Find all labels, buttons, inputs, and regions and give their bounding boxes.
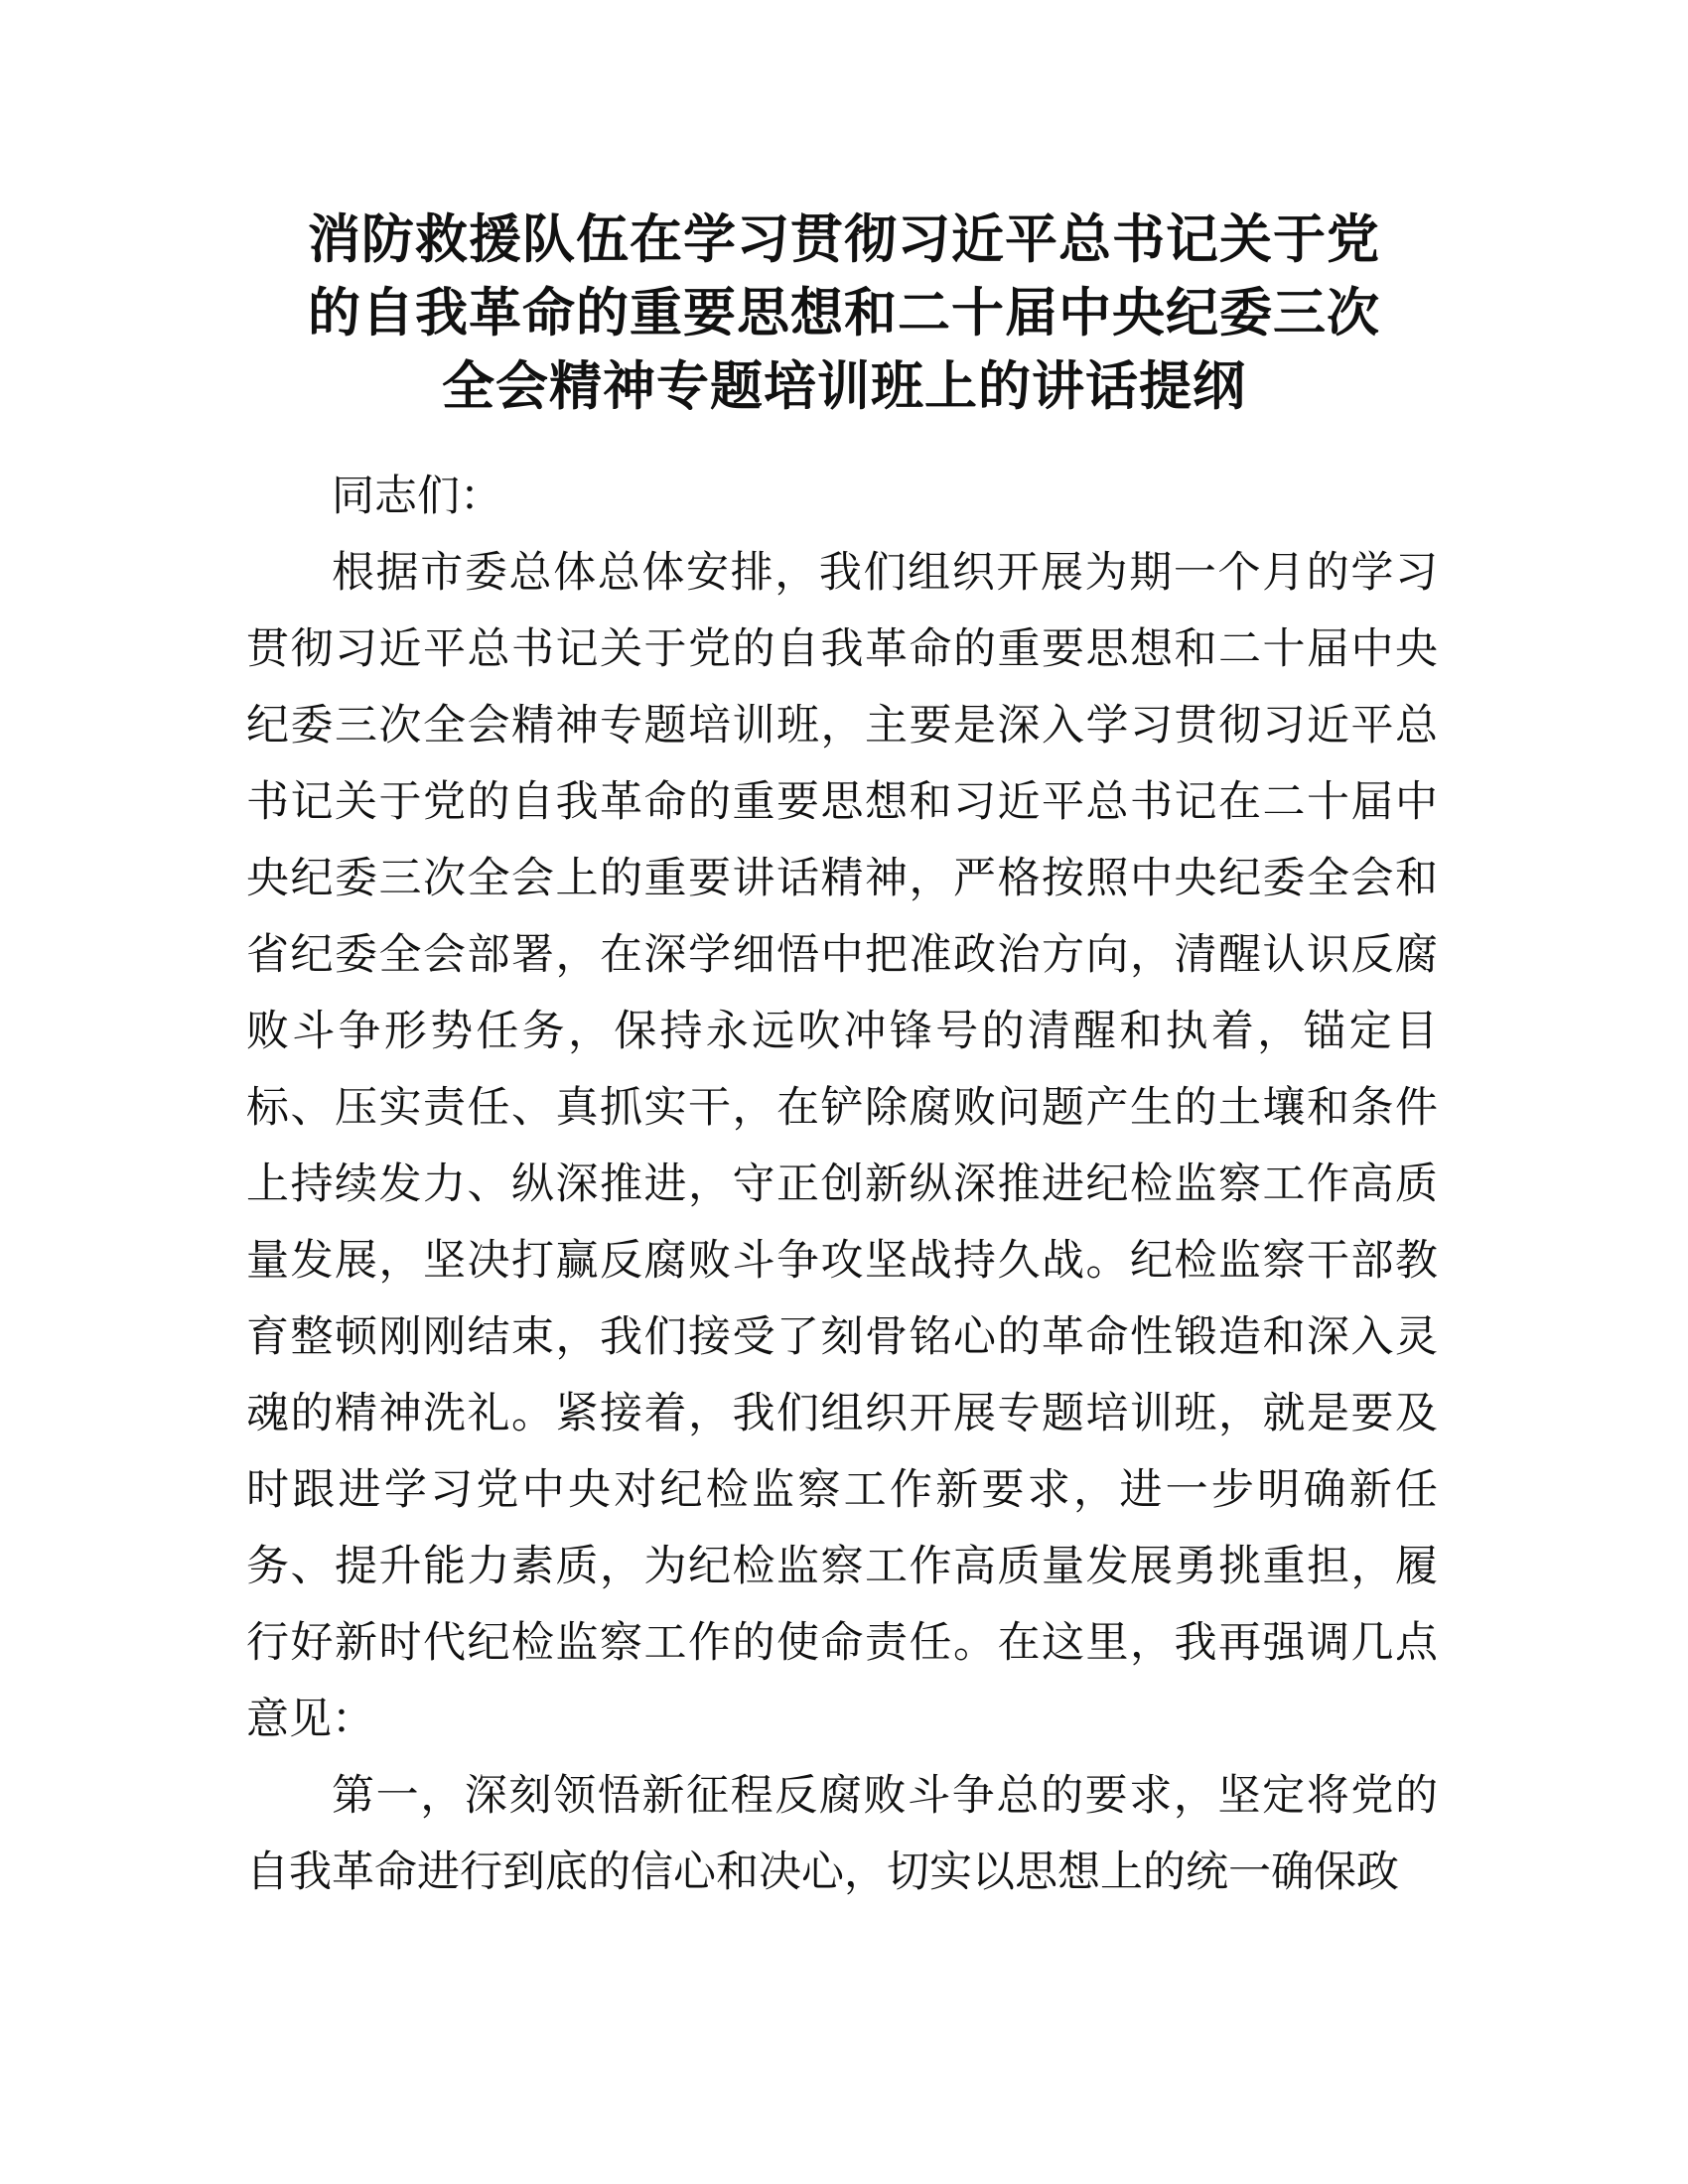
document-title (238, 204, 1450, 424)
salutation: 同志们： (332, 472, 502, 521)
paragraph-intro: 根据市委总体总体安排，我们组织开展为期一个月的学习贯彻习近平总书记关于党的自我革命的重要思想和二十届中央纪委三次全会精神专题培训班，主要是深入学习贯彻习近平总书记关于党的自我革命的重要思想和习近平总书记在二十届中央纪委三次全会上的重要讲话精神，严格按照中央纪委全会和省纪委全会部署，在深学细悟中把准政治方向，清醒认识反腐败斗争形势任务，保持永远吹冲锋号的清醒和执着，锚定目标、压实责任、真抓实干，在铲除腐败问题产生的土壤和条件上持续发力、纵深推进，守正创新纵深推进纪检监察工作高质量发展，坚决打赢反腐败斗争攻坚战持久战。纪检监察干部教育整顿刚刚结束，我们接受了刻骨铭心的革命性锻造和深入灵魂的精神洗礼。紧接着，我们组织开展专题培训班，就是要及时跟进学习党中央对纪检监察工作新要求，进一步明确新任务、提升能力素质，为纪检监察工作高质量发展勇挑重担，履行好新时代纪检监察工作的使命责任。在这里，我再强调几点意见： (246, 548, 1438, 1744)
title-line-3: 全会精神专题培训班上的讲话提纲 (442, 356, 1246, 417)
title-line-1: 消防救援队伍在学习贯彻习近平总书记关于党 (308, 209, 1380, 270)
title-line-2: 的自我革命的重要思想和二十届中央纪委三次 (308, 283, 1380, 343)
paragraph-first-point: 第一，深刻领悟新征程反腐败斗争总的要求，坚定将党的自我革命进行到底的信心和决心，切实以思想上的统一确保政 (246, 1771, 1438, 1897)
document-body (246, 459, 1438, 1911)
